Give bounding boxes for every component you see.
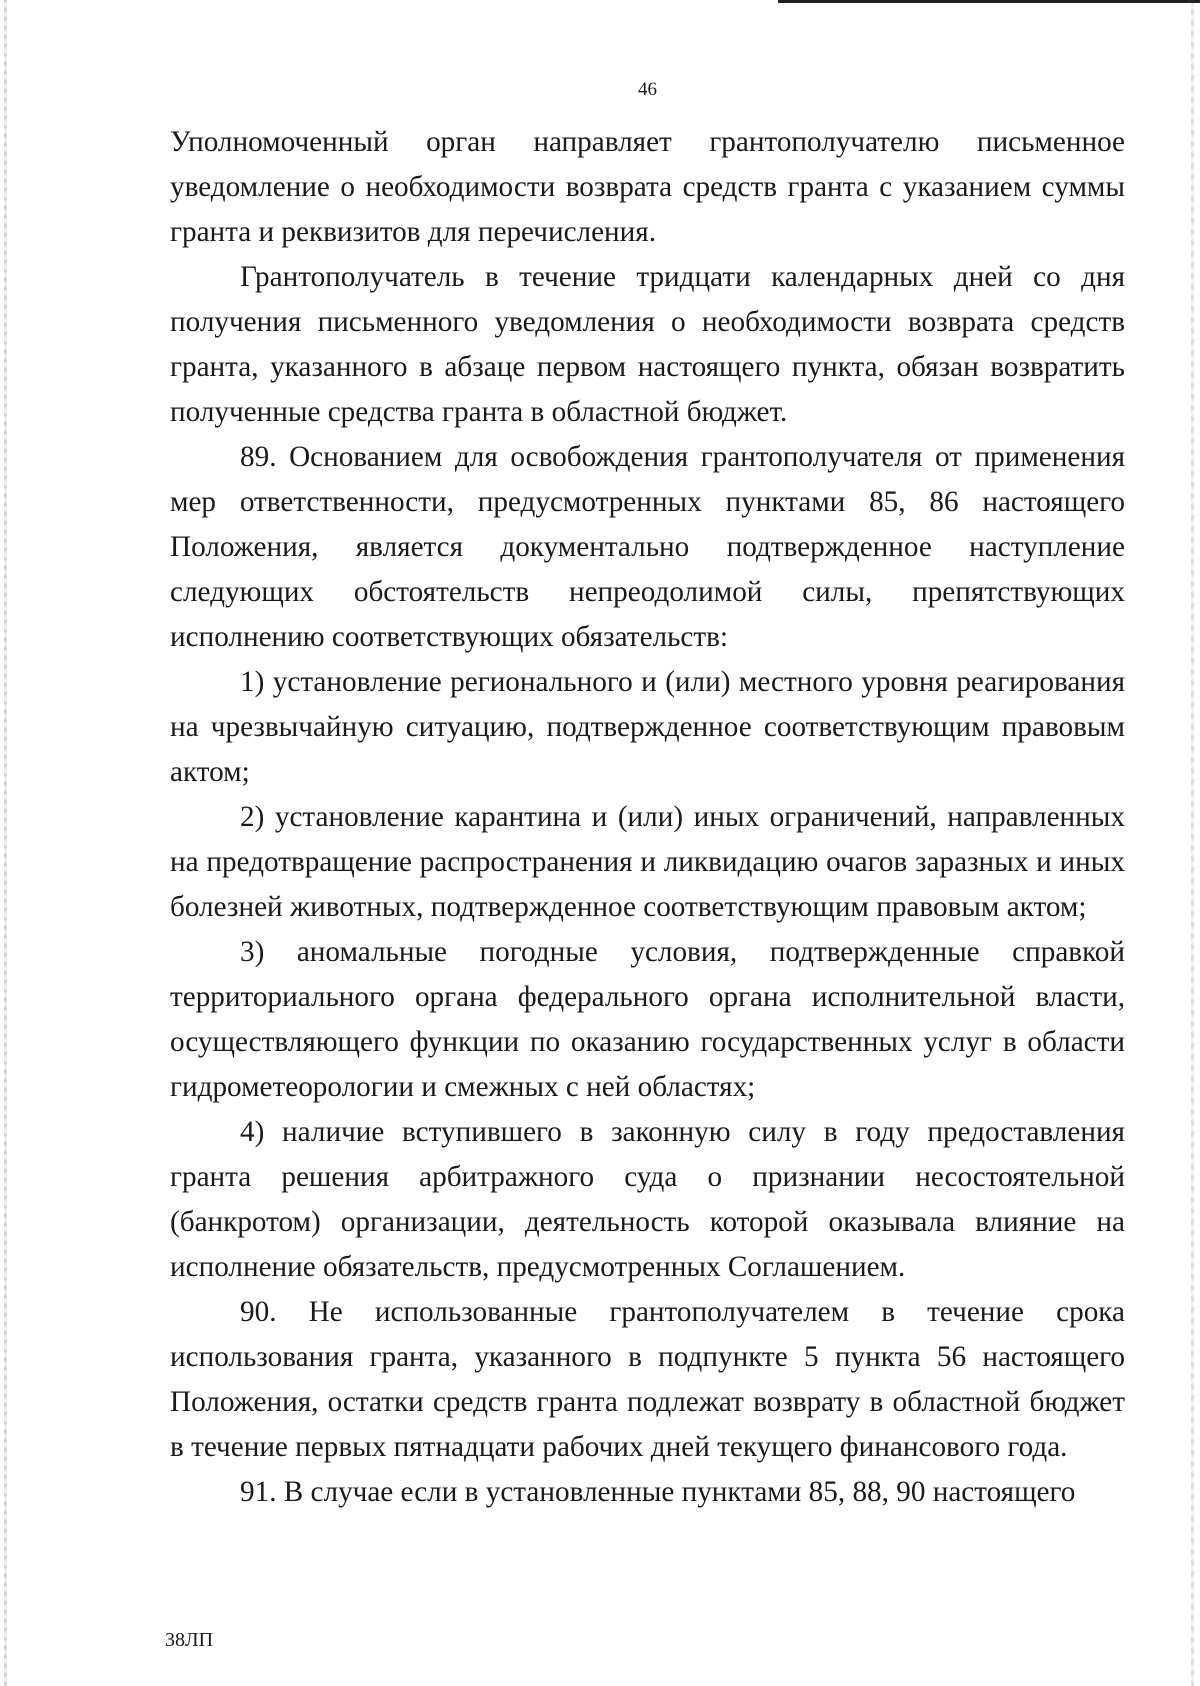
list-item-4: 4) наличие вступившего в законную силу в году предоставления гранта решения арбитражного суда о признании несостоятельной (банкротом) организации, деятельность которой оказывала влияние на исполнение обязательств, предусмотренных Соглашением. [170,1116,1125,1283]
scan-edge-left [4,0,7,1686]
document-body [170,120,1125,1515]
paragraph-notice: Уполномоченный орган направляет грантополучателю письменное уведомление о необходимости возврата средств гранта с указанием суммы гранта и реквизитов для перечисления. [170,126,1125,248]
list-item-1: 1) установление регионального и (или) местного уровня реагирования на чрезвычайную ситуацию, подтвержденное соответствующим правовым актом; [170,666,1125,788]
list-item-3: 3) аномальные погодные условия, подтвержденные справкой территориального органа федерального органа исполнительной власти, осуществляющего функции по оказанию государственных услуг в области гидрометеорологии и смежных с ней областях; [170,936,1125,1103]
paragraph-90: 90. Не использованные грантополучателем в течение срока использования гранта, указанного в подпункте 5 пункта 56 настоящего Положения, остатки средств гранта подлежат возврату в областной бюджет в течение первых пятнадцати рабочих дней текущего финансового года. [170,1296,1125,1463]
paragraph-91: 91. В случае если в установленные пунктами 85, 88, 90 настоящего [240,1476,1076,1508]
top-rule [778,0,1200,3]
scan-edge-right [1191,0,1194,1686]
list-item-2: 2) установление карантина и (или) иных ограничений, направленных на предотвращение распространения и ликвидацию очагов заразных и иных болезней животных, подтвержденное соответствующим правовым актом; [170,801,1125,923]
paragraph-89: 89. Основанием для освобождения грантополучателя от применения мер ответственности, предусмотренных пунктами 85, 86 настоящего Положения, является документально подтвержденное наступление следующих обстоятельств непреодолимой силы, препятствующих исполнению соответствующих обязательств: [170,441,1125,653]
page-number: 46 [638,79,657,100]
paragraph-return-deadline: Грантополучатель в течение тридцати календарных дней со дня получения письменного уведомления о необходимости возврата средств гранта, указанного в абзаце первом настоящего пункта, обязан возвратить полученные средства гранта в областной бюджет. [170,261,1125,428]
document-code: 38ЛП [165,1629,214,1651]
